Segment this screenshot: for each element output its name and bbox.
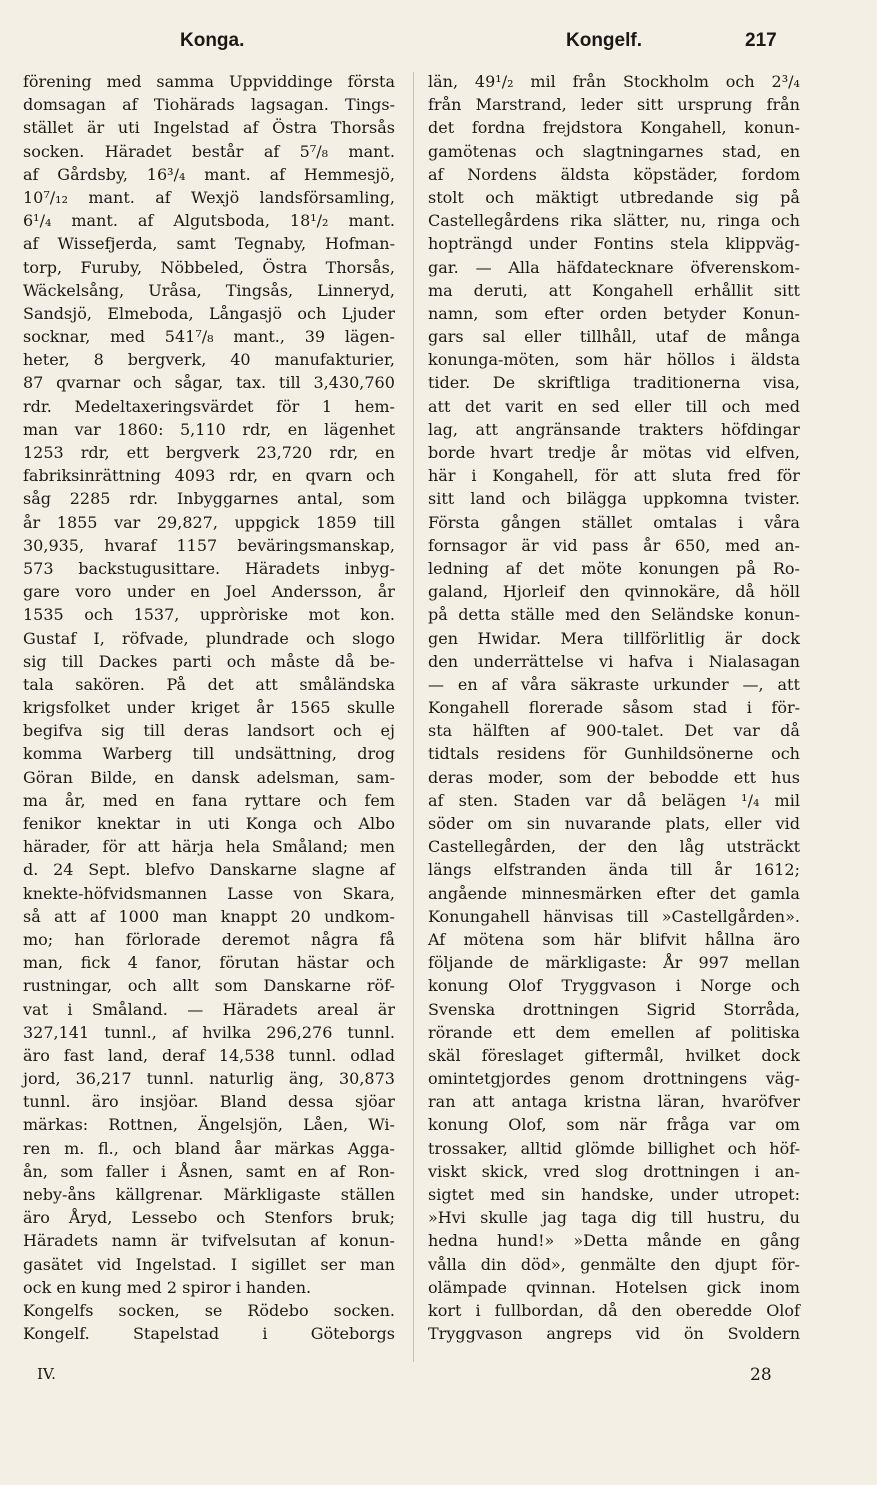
- text-line: »Hvi skulle jag taga dig till hustru, du: [428, 1208, 800, 1228]
- text-line: Häradets namn är tvifvelsutan af konun-: [23, 1231, 395, 1251]
- text-line: heter, 8 bergverk, 40 manufakturier,: [23, 350, 395, 370]
- text-line: här i Kongahell, för att sluta fred för: [428, 466, 800, 486]
- text-line: märkas: Rottnen, Ängelsjön, Låen, Wi-: [23, 1115, 395, 1135]
- text-line: konung Olof Tryggvason i Norge och: [428, 976, 800, 996]
- text-line: trossaker, alltid glömde billighet och höf-: [428, 1138, 800, 1158]
- text-line: gen Hwidar. Mera tillförlitlig är dock: [428, 628, 800, 648]
- text-line: Göran Bilde, en dansk adelsman, sam-: [23, 767, 395, 787]
- text-line: mo; han förlorade deremot några få: [23, 929, 395, 949]
- text-line: Wäckelsång, Uråsa, Tingsås, Linneryd,: [23, 280, 395, 300]
- text-line: af Nordens äldsta köpstäder, fordom: [428, 164, 800, 184]
- text-line: 87 qvarnar och sågar, tax. till 3,430,760: [23, 373, 395, 393]
- text-line: den underrättelse vi hafva i Nialasagan: [428, 651, 800, 671]
- text-line: neby-åns källgrenar. Märkligaste ställen: [23, 1185, 395, 1204]
- text-line: Kongelfs socken, se Rödebo socken.: [23, 1300, 395, 1320]
- text-line: sig till Dackes parti och måste då be-: [23, 651, 395, 671]
- text-line: Första gången stället omtalas i våra: [428, 512, 800, 532]
- text-line: från Marstrand, leder sitt ursprung från: [428, 95, 800, 115]
- text-line: angående minnesmärken efter det gamla: [428, 883, 800, 903]
- left-column: [23, 70, 395, 1345]
- text-line: Konungahell hänvisas till »Castellgården».: [428, 906, 800, 926]
- text-line: följande de märkligaste: År 997 mellan: [428, 953, 800, 973]
- column-divider: [413, 72, 414, 1362]
- text-line: man, fick 4 fanor, förutan hästar och: [23, 953, 395, 973]
- text-line: d. 24 Sept. blefvo Danskarne slagne af: [23, 860, 395, 880]
- text-line: det fordna frejdstora Kongahell, konun-: [428, 118, 800, 138]
- text-line: olämpade qvinnan. Hotelsen gick inom: [428, 1277, 800, 1297]
- text-line: knekte-höfvidsmannen Lasse von Skara,: [23, 883, 395, 903]
- text-line: ån, som faller i Åsnen, samt en af Ron-: [23, 1161, 395, 1181]
- text-line: sitt land och bilägga uppkomna tvister.: [428, 489, 800, 509]
- text-line: stolt och mäktigt utbredande sig på: [428, 187, 800, 207]
- text-line: Tryggvason angreps vid ön Svoldern: [428, 1324, 800, 1344]
- text-line: skäl föreslaget giftermål, hvilket dock: [428, 1045, 800, 1065]
- text-line: domsagan af Tiohärads lagsagan. Tings-: [23, 95, 395, 115]
- text-line: sta hälften af 900-talet. Det var då: [428, 721, 800, 741]
- text-line: på detta ställe med den Seländske konun-: [428, 605, 800, 625]
- text-line: Kongelf. Stapelstad i Göteborgs: [23, 1324, 395, 1344]
- text-line: ma år, med en fana ryttare och fem: [23, 790, 395, 810]
- text-line: komma Warberg till undsättning, drog: [23, 744, 395, 764]
- text-line: äro Åryd, Lessebo och Stenfors bruk;: [23, 1208, 395, 1228]
- text-line: 327,141 tunnl., af hvilka 296,276 tunnl.: [23, 1022, 395, 1042]
- text-line: 1253 rdr, ett bergverk 23,720 rdr, en: [23, 443, 395, 462]
- text-line: ma deruti, att Kongahell erhållit sitt: [428, 280, 800, 300]
- text-line: man var 1860: 5,110 rdr, en lägenhet: [23, 419, 395, 439]
- text-line: af Gårdsby, 16³/₄ mant. af Hemmesjö,: [23, 164, 395, 184]
- sheet-number: 28: [750, 1365, 772, 1385]
- text-line: Svenska drottningen Sigrid Storråda,: [428, 999, 800, 1019]
- text-line: såg 2285 rdr. Inbyggarnes antal, som: [23, 489, 395, 509]
- text-line: gamötenas och slagtningarnes stad, en: [428, 141, 800, 161]
- text-line: Af mötena som här blifvit hållna äro: [428, 929, 800, 949]
- text-line: gar. — Alla häfdatecknare öfverenskom-: [428, 257, 800, 277]
- text-line: Sandsjö, Elmeboda, Långasjö och Ljuder: [23, 303, 395, 323]
- text-line: Castellegården, der den låg utsträckt: [428, 837, 800, 857]
- text-line: tidtals residens för Gunhildsönerne och: [428, 744, 800, 764]
- text-line: kort i fullbordan, då den oberedde Olof: [428, 1300, 800, 1320]
- text-line: att det varit en sed eller till och med: [428, 396, 800, 416]
- text-line: rdr. Medeltaxeringsvärdet för 1 hem-: [23, 396, 395, 416]
- text-line: rustningar, och allt som Danskarne röf-: [23, 976, 395, 996]
- text-line: vat i Småland. — Häradets areal är: [23, 999, 395, 1019]
- text-line: omintetgjordes genom drottningens väg-: [428, 1069, 800, 1089]
- text-line: söder om sin nuvarande plats, eller vid: [428, 814, 800, 833]
- text-line: Kongahell florerade såsom stad i för-: [428, 698, 800, 718]
- text-line: gars sal eller tillhåll, utaf de många: [428, 327, 800, 347]
- text-line: lag, att angränsande trakters höfdingar: [428, 419, 800, 439]
- running-head-left: Konga.: [180, 30, 245, 51]
- text-line: 30,935, hvaraf 1157 beväringsmanskap,: [23, 535, 395, 555]
- text-line: hedna hund!» »Detta månde en gång: [428, 1231, 800, 1251]
- text-line: viskt skick, vred slog drottningen i an-: [428, 1161, 800, 1181]
- text-line: 6¹/₄ mant. af Algutsboda, 18¹/₂ mant.: [23, 211, 395, 231]
- text-line: år 1855 var 29,827, uppgick 1859 till: [23, 512, 395, 532]
- text-line: gare voro under en Joel Andersson, år: [23, 582, 395, 602]
- running-head-center: Kongelf.: [566, 30, 642, 51]
- text-line: förening med samma Uppviddinge första: [23, 72, 395, 91]
- text-line: 10⁷/₁₂ mant. af Wexjö landsförsamling,: [23, 187, 395, 207]
- text-line: af Wissefjerda, samt Tegnaby, Hofman-: [23, 234, 395, 254]
- text-line: galand, Hjorleif den qvinnokäre, då höll: [428, 582, 800, 602]
- text-line: härader, för att härja hela Småland; men: [23, 837, 395, 857]
- text-line: 573 backstugusittare. Häradets inbyg-: [23, 558, 395, 578]
- text-line: äro fast land, deraf 14,538 tunnl. odlad: [23, 1045, 395, 1065]
- text-line: Gustaf I, röfvade, plundrade och slogo: [23, 628, 395, 648]
- page-number: 217: [745, 30, 777, 51]
- text-line: begifva sig till deras landsort och ej: [23, 721, 395, 741]
- text-line: rörande ett dem emellen af politiska: [428, 1022, 800, 1042]
- text-line: Castellegårdens rika slätter, nu, ringa och: [428, 211, 800, 231]
- text-line: gasätet vid Ingelstad. I sigillet ser man: [23, 1254, 395, 1274]
- text-line: namn, som efter orden betyder Konun-: [428, 303, 800, 323]
- text-line: fabriksinrättning 4093 rdr, en qvarn och: [23, 466, 395, 486]
- text-line: stället är uti Ingelstad af Östra Thorsås: [23, 118, 395, 138]
- text-line: 1535 och 1537, uppròriske mot kon.: [23, 605, 395, 625]
- text-line: tunnl. äro insjöar. Bland dessa sjöar: [23, 1092, 395, 1112]
- text-line: socknar, med 541⁷/₈ mant., 39 lägen-: [23, 327, 395, 347]
- text-line: tala sakören. På det att småländska: [23, 674, 395, 694]
- text-line: så att af 1000 man knappt 20 undkom-: [23, 906, 395, 926]
- text-line: krigsfolket under kriget år 1565 skulle: [23, 698, 395, 718]
- text-line: tider. De skriftliga traditionerna visa,: [428, 373, 800, 393]
- text-line: fornsagor är vid pass år 650, med an-: [428, 535, 800, 555]
- text-line: hopträngd under Fontins stela klippväg-: [428, 234, 800, 254]
- text-line: — en af våra säkraste urkunder —, att: [428, 674, 800, 694]
- text-line: fenikor knektar in uti Konga och Albo: [23, 814, 395, 833]
- text-line: vålla din död», genmälte den djupt för-: [428, 1254, 800, 1274]
- text-line: ledning af det möte konungen på Ro-: [428, 558, 800, 578]
- text-line: län, 49¹/₂ mil från Stockholm och 2³/₄: [428, 72, 800, 91]
- right-column: [428, 70, 800, 1345]
- text-line: konung Olof, som när fråga var om: [428, 1115, 800, 1135]
- text-line: torp, Furuby, Nöbbeled, Östra Thorsås,: [23, 257, 395, 277]
- text-line: borde hvart tredje år mötas vid elfven,: [428, 443, 800, 462]
- text-line: jord, 36,217 tunnl. naturlig äng, 30,873: [23, 1069, 395, 1089]
- text-line: ock en kung med 2 spiror i handen.: [23, 1277, 312, 1297]
- text-line: längs elfstranden ända till år 1612;: [428, 860, 800, 880]
- signature-mark: IV.: [37, 1365, 56, 1383]
- text-line: af sten. Staden var då belägen ¹/₄ mil: [428, 790, 800, 810]
- text-line: konunga-möten, som här höllos i äldsta: [428, 350, 800, 370]
- text-line: ren m. fl., och bland åar märkas Agga-: [23, 1138, 395, 1158]
- text-line: sigtet med sin handske, under utropet:: [428, 1185, 800, 1204]
- text-line: deras moder, som der bebodde ett hus: [428, 767, 800, 787]
- text-line: ran att antaga kristna läran, hvaröfver: [428, 1092, 800, 1112]
- text-line: socken. Häradet består af 5⁷/₈ mant.: [23, 141, 395, 161]
